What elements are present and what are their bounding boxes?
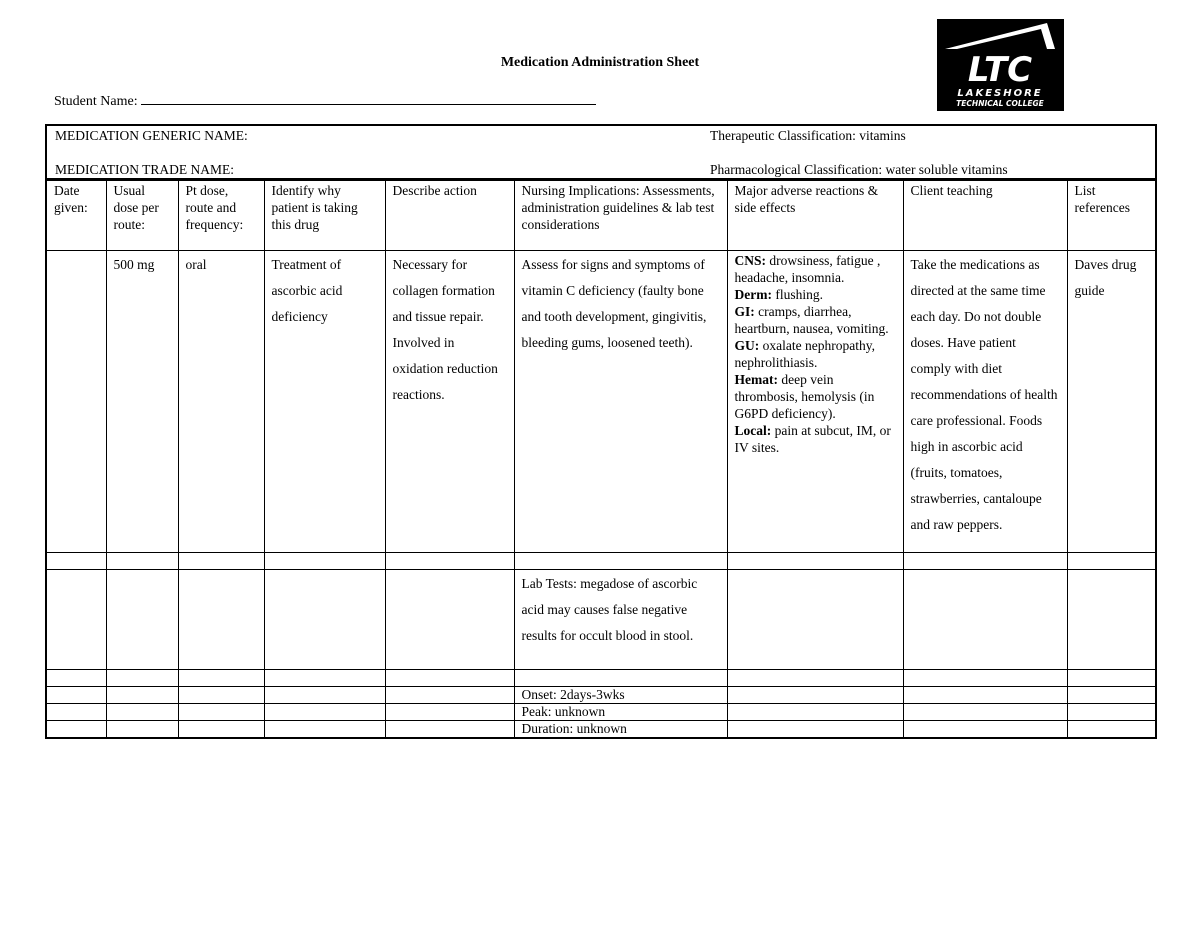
empty-cell[interactable]: [178, 553, 264, 570]
empty-cell[interactable]: [178, 721, 264, 739]
table-row: [46, 251, 1156, 553]
student-name-field[interactable]: [141, 90, 596, 105]
col-header-nursing: Nursing Implications: Assessments, administration guidelines & lab test considerations: [514, 180, 727, 251]
empty-cell[interactable]: [264, 721, 385, 739]
empty-cell[interactable]: [106, 704, 178, 721]
empty-cell[interactable]: [46, 670, 106, 687]
col-header-pt-dose: Pt dose, route and frequency:: [178, 180, 264, 251]
logo-line2: TECHNICAL COLLEGE: [956, 99, 1044, 108]
cell-adverse[interactable]: [727, 251, 903, 553]
adverse-hemat: Hemat: deep vein thrombosis, hemolysis (in G6PD deficiency).: [734, 372, 875, 421]
empty-cell[interactable]: [727, 570, 903, 670]
medication-table: [45, 178, 1157, 739]
cell-duration[interactable]: Duration: unknown: [514, 721, 727, 739]
empty-cell[interactable]: [385, 553, 514, 570]
adverse-derm: Derm: flushing.: [734, 287, 823, 302]
empty-cell[interactable]: [106, 687, 178, 704]
cell-usual-dose[interactable]: 500 mg: [106, 251, 178, 553]
logo-line1: LAKESHORE: [957, 88, 1043, 99]
empty-cell[interactable]: [727, 670, 903, 687]
adverse-gu: GU: oxalate nephropathy, nephrolithiasis.: [734, 338, 875, 370]
col-header-why: Identify why patient is taking this drug: [264, 180, 385, 251]
student-name-row: [54, 90, 596, 110]
empty-cell[interactable]: [1067, 687, 1156, 704]
cell-pt-dose[interactable]: oral: [178, 251, 264, 553]
empty-cell[interactable]: [106, 670, 178, 687]
empty-cell[interactable]: [385, 704, 514, 721]
cell-lab-tests[interactable]: Lab Tests: megadose of ascorbic acid may causes false negative results for occult blood in stool.: [514, 570, 727, 670]
empty-cell[interactable]: [106, 553, 178, 570]
empty-cell[interactable]: [1067, 670, 1156, 687]
empty-cell[interactable]: [178, 704, 264, 721]
empty-cell[interactable]: [178, 670, 264, 687]
trade-name-label: MEDICATION TRADE NAME:: [55, 162, 234, 177]
table-row: [46, 670, 1156, 687]
table-row: [46, 553, 1156, 570]
empty-cell[interactable]: [1067, 553, 1156, 570]
student-name-label: Student Name:: [54, 94, 138, 109]
empty-cell[interactable]: [385, 721, 514, 739]
empty-cell[interactable]: [178, 687, 264, 704]
cell-teaching[interactable]: Take the medications as directed at the same time each day. Do not double doses. Have patient comply with diet recommendations of health care professional. Foods high in ascorbic acid (fruits, tomatoes, strawberries, cantaloupe and raw peppers.: [903, 251, 1067, 553]
empty-cell[interactable]: [264, 553, 385, 570]
col-header-references: List references: [1067, 180, 1156, 251]
col-header-usual-dose: Usual dose per route:: [106, 180, 178, 251]
pharmacological-classification: Pharmacological Classification: water soluble vitamins: [710, 162, 1008, 177]
empty-cell[interactable]: [385, 570, 514, 670]
table-row: [46, 570, 1156, 670]
empty-cell[interactable]: [264, 570, 385, 670]
empty-cell[interactable]: [903, 704, 1067, 721]
cell-action[interactable]: Necessary for collagen formation and tissue repair. Involved in oxidation reduction reactions.: [385, 251, 514, 553]
empty-cell[interactable]: [903, 670, 1067, 687]
empty-cell[interactable]: [46, 553, 106, 570]
empty-cell[interactable]: [1067, 570, 1156, 670]
table-row: [46, 687, 1156, 704]
empty-cell[interactable]: [46, 570, 106, 670]
empty-cell[interactable]: [727, 704, 903, 721]
empty-cell[interactable]: [385, 687, 514, 704]
cell-date[interactable]: [46, 251, 106, 553]
empty-cell[interactable]: [514, 553, 727, 570]
empty-cell[interactable]: [264, 704, 385, 721]
col-header-teaching: Client teaching: [903, 180, 1067, 251]
cell-nursing[interactable]: Assess for signs and symptoms of vitamin C deficiency (faulty bone and tooth development, gingivitis, bleeding gums, loosened teeth).: [514, 251, 727, 553]
empty-cell[interactable]: [178, 570, 264, 670]
generic-name-label: MEDICATION GENERIC NAME:: [55, 128, 248, 143]
table-row: [46, 704, 1156, 721]
empty-cell[interactable]: [903, 553, 1067, 570]
empty-cell[interactable]: [903, 721, 1067, 739]
empty-cell[interactable]: [264, 687, 385, 704]
cell-references[interactable]: Daves drug guide: [1067, 251, 1156, 553]
empty-cell[interactable]: [385, 670, 514, 687]
empty-cell[interactable]: [727, 553, 903, 570]
logo-text: LTC: [967, 50, 1033, 90]
cell-why[interactable]: Treatment of ascorbic acid deficiency: [264, 251, 385, 553]
empty-cell[interactable]: [264, 670, 385, 687]
empty-cell[interactable]: [46, 704, 106, 721]
empty-cell[interactable]: [106, 570, 178, 670]
empty-cell[interactable]: [46, 687, 106, 704]
empty-cell[interactable]: [903, 687, 1067, 704]
empty-cell[interactable]: [903, 570, 1067, 670]
table-row: [46, 721, 1156, 739]
col-header-date: Date given:: [46, 180, 106, 251]
adverse-cns: CNS: drowsiness, fatigue , headache, insomnia.: [734, 253, 881, 285]
empty-cell[interactable]: [727, 687, 903, 704]
empty-cell[interactable]: [46, 721, 106, 739]
cell-peak[interactable]: Peak: unknown: [514, 704, 727, 721]
empty-cell[interactable]: [1067, 704, 1156, 721]
empty-cell[interactable]: [106, 721, 178, 739]
empty-cell[interactable]: [514, 670, 727, 687]
therapeutic-classification: Therapeutic Classification: vitamins: [710, 128, 906, 143]
col-header-adverse: Major adverse reactions & side effects: [727, 180, 903, 251]
col-header-action: Describe action: [385, 180, 514, 251]
empty-cell[interactable]: [727, 721, 903, 739]
cell-onset[interactable]: Onset: 2days-3wks: [514, 687, 727, 704]
table-header-row: [46, 180, 1156, 251]
empty-cell[interactable]: [1067, 721, 1156, 739]
adverse-gi: GI: cramps, diarrhea, heartburn, nausea, vomiting.: [734, 304, 889, 336]
medication-header: [45, 124, 1157, 180]
adverse-local: Local: pain at subcut, IM, or IV sites.: [734, 423, 891, 455]
ltc-logo: [937, 19, 1064, 111]
page-title: Medication Administration Sheet: [500, 55, 700, 70]
